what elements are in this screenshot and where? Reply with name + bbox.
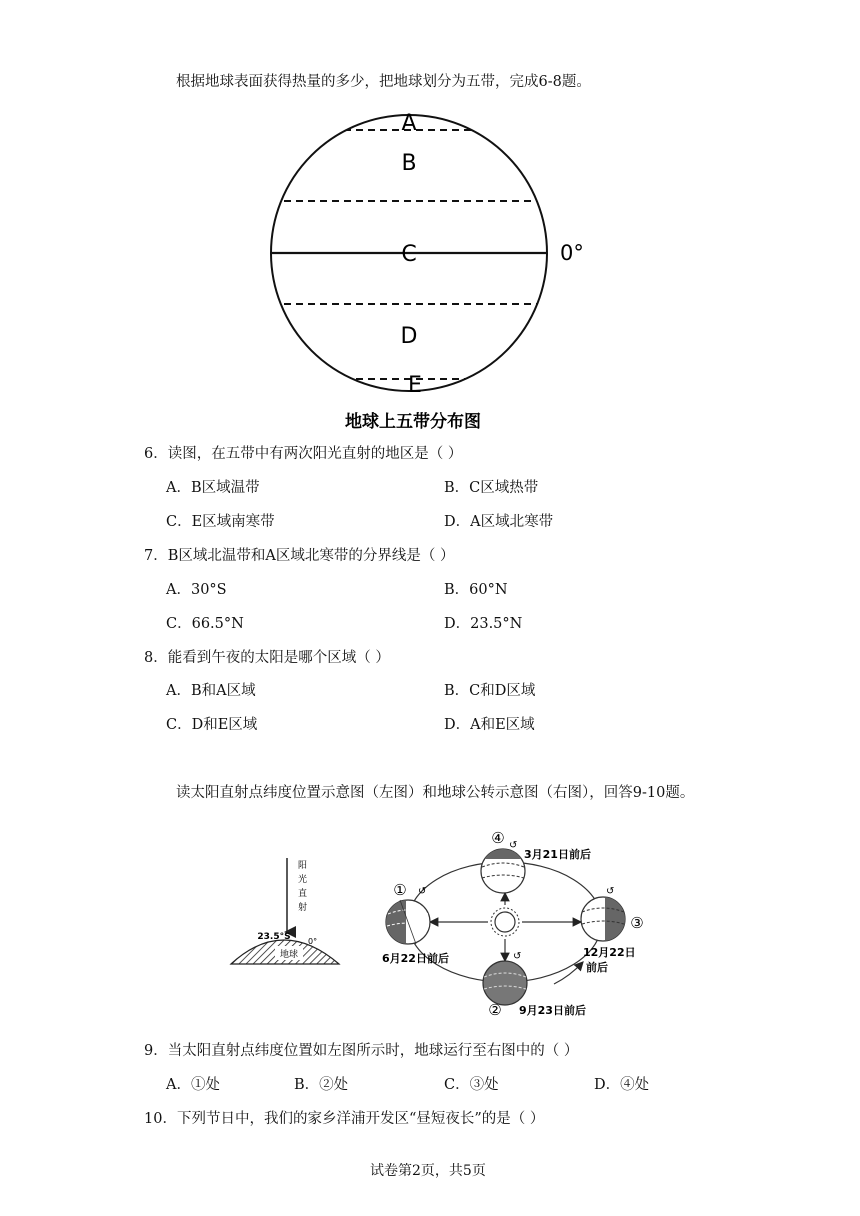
question-9-option-d: D．④处: [594, 1077, 650, 1093]
question-9-option-a: A．①处: [166, 1077, 220, 1093]
section1-intro: 根据地球表面获得热量的多少，把地球划分为五带，完成6-8题。: [176, 74, 591, 90]
question-8-option-d: D．A和E区域: [444, 717, 535, 733]
five-zones-figure: [260, 100, 600, 440]
question-8-option-a: A．B和A区域: [166, 683, 256, 699]
rotation-mark-1: ↺: [418, 886, 427, 897]
earth-position-1: [386, 900, 430, 944]
rotation-mark-2: ↺: [513, 951, 522, 962]
question-6-option-c: C．E区域南寒带: [166, 514, 275, 530]
date-label-march: 3月21日前后: [524, 848, 591, 861]
question-10-stem: 10．下列节日中，我们的家乡洋浦开发区“昼短夜长”的是（ ）: [144, 1111, 545, 1127]
sun-direct-latitude-figure: [225, 850, 355, 970]
position-marker-1: ①: [393, 881, 407, 899]
sunlight-char-4: 射: [298, 903, 308, 913]
sunlight-char-2: 光: [298, 875, 308, 885]
earth-position-4: [481, 849, 525, 893]
question-7-option-c: C．66.5°N: [166, 616, 244, 632]
zone-label-d: D: [400, 324, 418, 349]
date-label-december-2: 前后: [586, 961, 608, 974]
earth-position-3: [581, 897, 627, 941]
question-7-option-b: B．60°N: [444, 582, 508, 598]
zero-degree-label: 0°: [308, 937, 318, 946]
figure-caption: 地球上五带分布图: [345, 412, 481, 432]
question-8-option-c: C．D和E区域: [166, 717, 258, 733]
question-9-option-b: B．②处: [294, 1077, 349, 1093]
equator-degree-label: 0°: [560, 241, 584, 265]
section2-intro: 读太阳直射点纬度位置示意图（左图）和地球公转示意图（右图），回答9-10题。: [176, 785, 695, 801]
sun-icon: [491, 908, 519, 936]
position-marker-4: ④: [491, 829, 505, 847]
page-footer: 试卷第2页，共5页: [370, 1163, 486, 1179]
question-8-stem: 8．能看到午夜的太阳是哪个区域（ ）: [144, 650, 390, 666]
zone-label-b: B: [401, 151, 417, 176]
position-marker-2: ②: [488, 1001, 502, 1019]
zone-label-e: E: [408, 373, 422, 398]
orbit-direction-arrow: [554, 962, 583, 984]
zone-label-c: C: [401, 242, 417, 267]
date-label-december-1: 12月22日: [583, 946, 636, 959]
question-8-option-b: B．C和D区域: [444, 683, 536, 699]
question-7-option-a: A．30°S: [166, 582, 227, 598]
question-9-stem: 9．当太阳直射点纬度位置如左图所示时，地球运行至右图中的（ ）: [144, 1043, 579, 1059]
earth-label: 地球: [279, 950, 299, 960]
question-6-option-a: A．B区域温带: [166, 480, 260, 496]
earth-revolution-figure: [378, 822, 678, 1022]
sunlight-char-3: 直: [298, 889, 308, 899]
question-6-option-d: D．A区域北寒带: [444, 514, 554, 530]
earth-position-2: [483, 961, 527, 1005]
position-marker-3: ③: [630, 914, 644, 932]
question-7-stem: 7．B区域北温带和A区域北寒带的分界线是（ ）: [144, 548, 455, 564]
rotation-mark-3: ↺: [606, 886, 615, 897]
question-9-option-c: C．③处: [444, 1077, 499, 1093]
latitude-label: 23.5°S: [257, 932, 291, 942]
date-label-september: 9月23日前后: [519, 1004, 586, 1017]
question-7-option-d: D．23.5°N: [444, 616, 523, 632]
sunlight-char-1: 阳: [298, 861, 308, 871]
zone-label-a: A: [401, 111, 417, 136]
question-6-option-b: B．C区域热带: [444, 480, 539, 496]
rotation-mark-4: ↺: [509, 840, 518, 851]
date-label-june: 6月22日前后: [382, 952, 449, 965]
question-6-stem: 6．读图，在五带中有两次阳光直射的地区是（ ）: [144, 446, 463, 462]
